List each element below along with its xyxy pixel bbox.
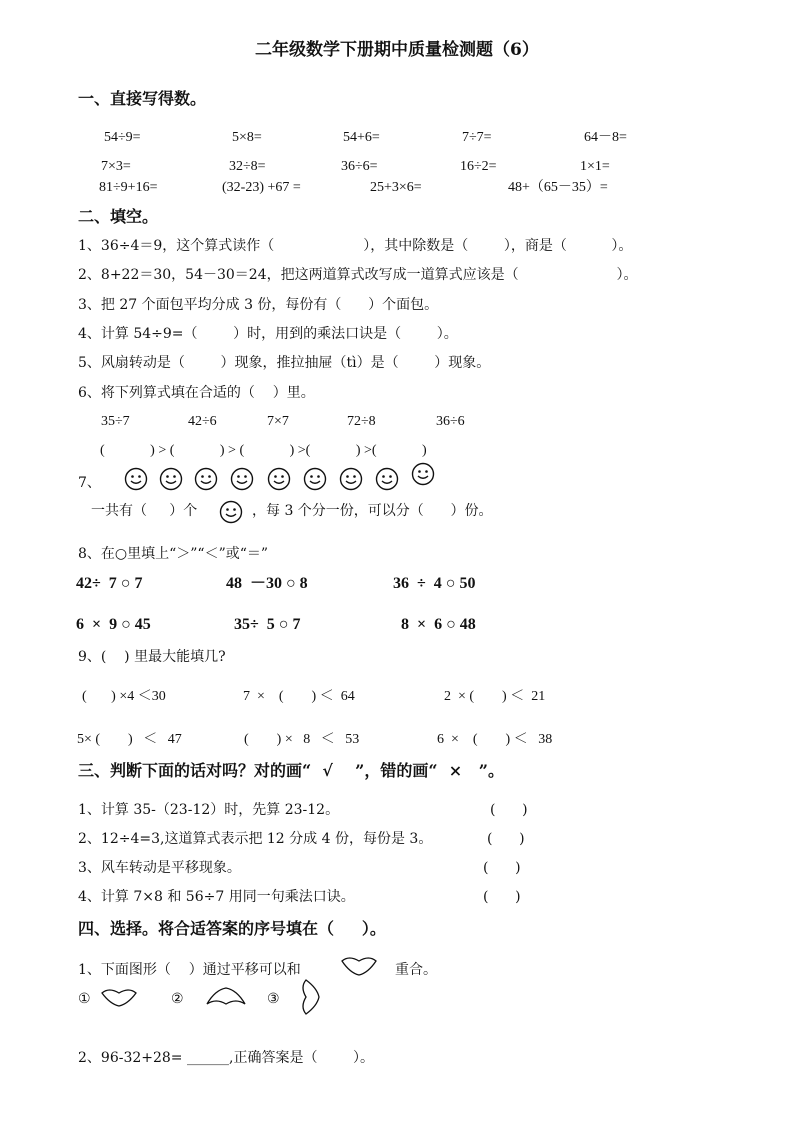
calc-item: 7×3= <box>101 159 131 174</box>
expr-item: 72÷8 <box>347 414 376 429</box>
section-4-heading: 四、选择。将合适答案的序号填在（ ）。 <box>78 919 386 938</box>
compare-item: 48 －30 ○ 8 <box>226 575 308 592</box>
judge-item: 1、计算 35-（23-12）时，先算 23-12。 <box>78 802 340 818</box>
smiley-icon <box>375 467 399 491</box>
fill-question-5: 5、风扇转动是（ ）现象，推拉抽屉（tì）是（ ）现象。 <box>78 355 491 371</box>
smiley-icon <box>267 467 291 491</box>
expr-item: 35÷7 <box>101 414 130 429</box>
calc-item: 16÷2= <box>460 159 497 174</box>
section-3-heading: 三、判断下面的话对吗？对的画“ √ ”，错的画“ × ”。 <box>78 761 505 780</box>
max-fill-item: 5× ( ) ＜ 47 <box>77 732 182 747</box>
heart-shape-icon <box>100 988 138 1008</box>
fill-question-7-text: 一共有（ ）个 <box>91 503 198 519</box>
order-blanks: ( ) > ( ) > ( ) >( ) >( ) <box>100 443 427 458</box>
calc-item: 7÷7= <box>462 130 492 145</box>
page-title: 二年级数学下册期中质量检测题（6） <box>255 40 539 60</box>
judge-item: 4、计算 7×8 和 56÷7 用同一句乘法口诀。 <box>78 889 355 905</box>
fill-question-2: 2、8+22＝30，54－30＝24，把这两道算式改写成一道算式应该是（ ）。 <box>78 267 638 283</box>
calc-item: 48+（65－35）= <box>508 180 608 195</box>
judge-item: 2、12÷4=3,这道算式表示把 12 分成 4 份，每份是 3。 <box>78 831 433 847</box>
judge-paren: ( ) <box>490 802 528 818</box>
smiley-icon <box>219 500 243 524</box>
expr-item: 7×7 <box>267 414 289 429</box>
option-1-label: ① <box>78 991 91 1007</box>
section-1-heading: 一、直接写得数。 <box>78 89 207 108</box>
smiley-icon <box>411 462 435 486</box>
calc-item: 64－8= <box>584 130 627 145</box>
calc-item: 5×8= <box>232 130 262 145</box>
fill-question-9: 9、( ) 里最大能填几? <box>78 649 226 665</box>
fill-question-7-label: 7、 <box>78 475 101 491</box>
fill-question-7-text-tail: ，每 3 个分一份，可以分（ ）份。 <box>252 503 493 519</box>
fill-question-3: 3、把 27 个面包平均分成 3 份，每份有（ ）个面包。 <box>78 297 439 313</box>
calc-item: 36÷6= <box>341 159 378 174</box>
smiley-icon <box>230 467 254 491</box>
smiley-icon <box>159 467 183 491</box>
calc-item: 81÷9+16= <box>99 180 158 195</box>
calc-item: 32÷8= <box>229 159 266 174</box>
choice-question-1: 1、下面图形（ ）通过平移可以和 <box>78 962 301 978</box>
smiley-icon <box>339 467 363 491</box>
option-2-label: ② <box>171 991 184 1007</box>
expr-item: 36÷6 <box>436 414 465 429</box>
judge-paren: ( ) <box>483 860 521 876</box>
max-fill-item: 2 × ( ) ＜ 21 <box>444 689 546 704</box>
choice-question-1-tail: 重合。 <box>395 962 437 978</box>
fill-question-6: 6、将下列算式填在合适的（ ）里。 <box>78 385 315 401</box>
rotated-heart-icon <box>301 978 323 1016</box>
choice-question-2: 2、96-32+28= ______,正确答案是（ ）。 <box>78 1050 375 1066</box>
option-3-label: ③ <box>267 991 280 1007</box>
max-fill-item: 7 × ( ) ＜ 64 <box>243 689 355 704</box>
compare-item: 35÷ 5 ○ 7 <box>234 616 301 633</box>
calc-item: 25+3×6= <box>370 180 422 195</box>
judge-paren: ( ) <box>483 889 521 905</box>
max-fill-item: ( ) × 8 ＜ 53 <box>244 732 360 747</box>
calc-item: 1×1= <box>580 159 610 174</box>
flipped-heart-icon <box>205 986 247 1008</box>
smiley-icon <box>303 467 327 491</box>
compare-item: 8 × 6 ○ 48 <box>401 616 476 633</box>
calc-item: 54÷9= <box>104 130 141 145</box>
judge-paren: ( ) <box>487 831 525 847</box>
compare-item: 6 × 9 ○ 45 <box>76 616 151 633</box>
section-2-heading: 二、填空。 <box>78 207 159 226</box>
expr-item: 42÷6 <box>188 414 217 429</box>
max-fill-item: 6 × ( ) ＜ 38 <box>437 732 553 747</box>
max-fill-item: ( ) ×4 ＜30 <box>82 689 166 704</box>
fill-question-1: 1、36÷4＝9，这个算式读作（ ），其中除数是（ ），商是（ ）。 <box>78 238 633 254</box>
compare-item: 36 ÷ 4 ○ 50 <box>393 575 476 592</box>
fill-question-8: 8、在○里填上“＞”“＜”或“＝” <box>78 546 269 562</box>
calc-item: 54+6= <box>343 130 380 145</box>
compare-item: 42÷ 7 ○ 7 <box>76 575 143 592</box>
fill-question-4: 4、计算 54÷9=（ ）时，用到的乘法口诀是（ ）。 <box>78 326 458 342</box>
smiley-icon <box>194 467 218 491</box>
smiley-icon <box>124 467 148 491</box>
judge-item: 3、风车转动是平移现象。 <box>78 860 241 876</box>
heart-outline-icon <box>340 955 378 977</box>
calc-item: (32-23) +67 = <box>222 180 301 195</box>
